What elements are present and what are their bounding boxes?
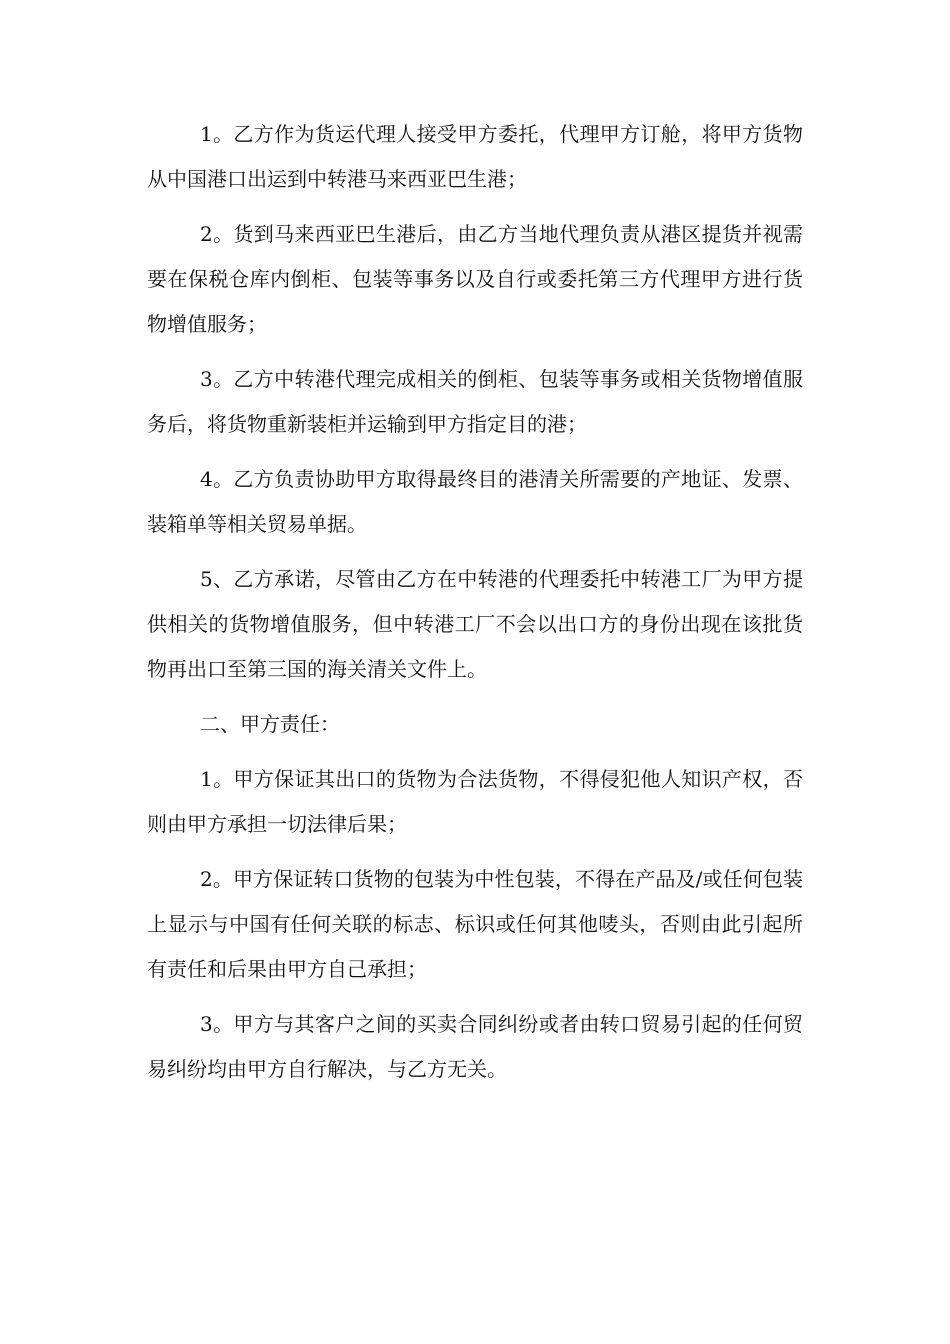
clause-yi-2: 2。货到马来西亚巴生港后，由乙方当地代理负责从港区提货并视需要在保税仓库内倒柜、包装等事务以及自行或委托第三方代理甲方进行货物增值服务；: [147, 222, 803, 336]
clause-jia-3: 3。甲方与其客户之间的买卖合同纠纷或者由转口贸易引起的任何贸易纠纷均由甲方自行解决，与乙方无关。: [147, 1012, 803, 1081]
document-body: [147, 112, 803, 1102]
clause-yi-3: 3。乙方中转港代理完成相关的倒柜、包装等事务或相关货物增值服务后，将货物重新装柜并运输到甲方指定目的港；: [147, 367, 803, 436]
clause-yi-1: 1。乙方作为货运代理人接受甲方委托，代理甲方订舱，将甲方货物从中国港口出运到中转港马来西亚巴生港；: [147, 122, 803, 191]
clause-yi-5: 5、乙方承诺，尽管由乙方在中转港的代理委托中转港工厂为甲方提供相关的货物增值服务，但中转港工厂不会以出口方的身份出现在该批货物再出口至第三国的海关清关文件上。: [147, 567, 803, 681]
clause-yi-4: 4。乙方负责协助甲方取得最终目的港清关所需要的产地证、发票、装箱单等相关贸易单据。: [147, 467, 803, 536]
clause-jia-2: 2。甲方保证转口货物的包装为中性包装，不得在产品及/或任何包装上显示与中国有任何关联的标志、标识或任何其他唛头，否则由此引起所有责任和后果由甲方自己承担；: [147, 867, 803, 981]
section-heading-jia-responsibility: 二、甲方责任：: [200, 712, 340, 736]
clause-jia-1: 1。甲方保证其出口的货物为合法货物，不得侵犯他人知识产权，否则由甲方承担一切法律后果；: [147, 767, 803, 836]
